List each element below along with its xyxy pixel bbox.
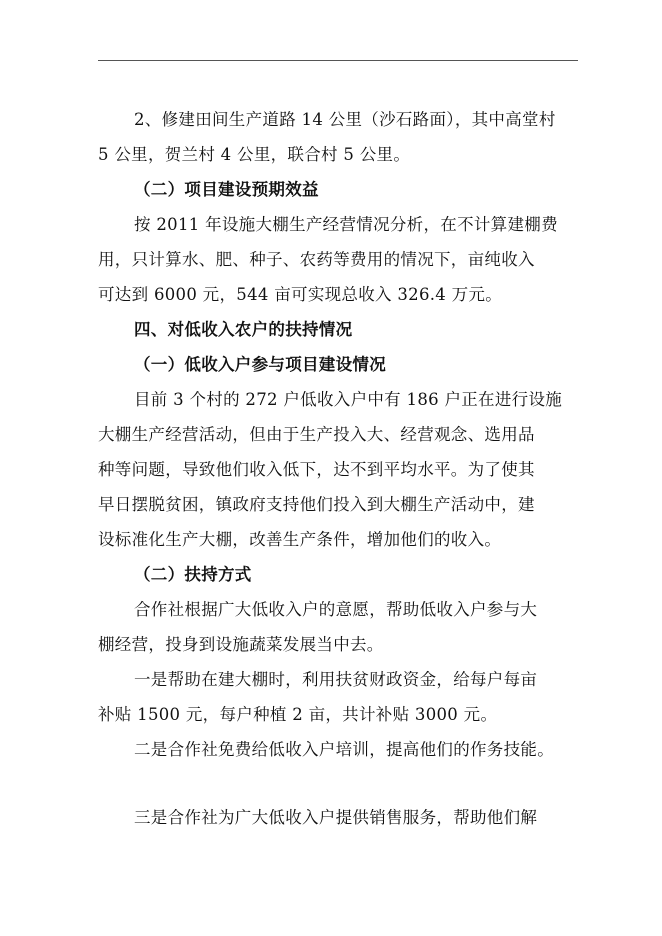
- paragraph-line: 三是合作社为广大低收入户提供销售服务，帮助他们解: [134, 808, 538, 827]
- paragraph-line: 目前 3 个村的 272 户低收入户中有 186 户正在进行设施: [134, 390, 563, 409]
- list-item-road: 2、修建田间生产道路 14 公里（沙石路面），其中高堂村: [134, 110, 556, 129]
- paragraph-line: 种等问题，导致他们收入低下，达不到平均水平。为了使其: [98, 460, 535, 479]
- paragraph-line: 补贴 1500 元，每户种植 2 亩，共计补贴 3000 元。: [98, 705, 498, 724]
- paragraph-line: 棚经营，投身到设施蔬菜发展当中去。: [98, 635, 384, 654]
- paragraph-line: 合作社根据广大低收入户的意愿，帮助低收入户参与大: [134, 600, 538, 619]
- paragraph-line: 设标准化生产大棚，改善生产条件，增加他们的收入。: [98, 530, 502, 549]
- paragraph-line: 5 公里，贺兰村 4 公里，联合村 5 公里。: [98, 145, 411, 164]
- paragraph-line: 大棚生产经营活动，但由于生产投入大、经营观念、选用品: [98, 425, 535, 444]
- header-rule: [98, 60, 578, 61]
- section-heading-support: 四、对低收入农户的扶持情况: [134, 320, 353, 339]
- section-heading-benefits: （二）项目建设预期效益: [134, 180, 319, 199]
- paragraph-line: 一是帮助在建大棚时，利用扶贫财政资金，给每户每亩: [134, 670, 538, 689]
- paragraph-line: 二是合作社免费给低收入户培训，提高他们的作务技能。: [134, 740, 554, 759]
- section-heading-methods: （二）扶持方式: [134, 565, 252, 584]
- paragraph-line: 按 2011 年设施大棚生产经营情况分析，在不计算建棚费: [134, 215, 558, 234]
- section-heading-participation: （一）低收入户参与项目建设情况: [134, 355, 386, 374]
- paragraph-line: 可达到 6000 元，544 亩可实现总收入 326.4 万元。: [98, 285, 503, 304]
- paragraph-line: 用，只计算水、肥、种子、农药等费用的情况下，亩纯收入: [98, 250, 535, 269]
- paragraph-line: 早日摆脱贫困，镇政府支持他们投入到大棚生产活动中，建: [98, 495, 535, 514]
